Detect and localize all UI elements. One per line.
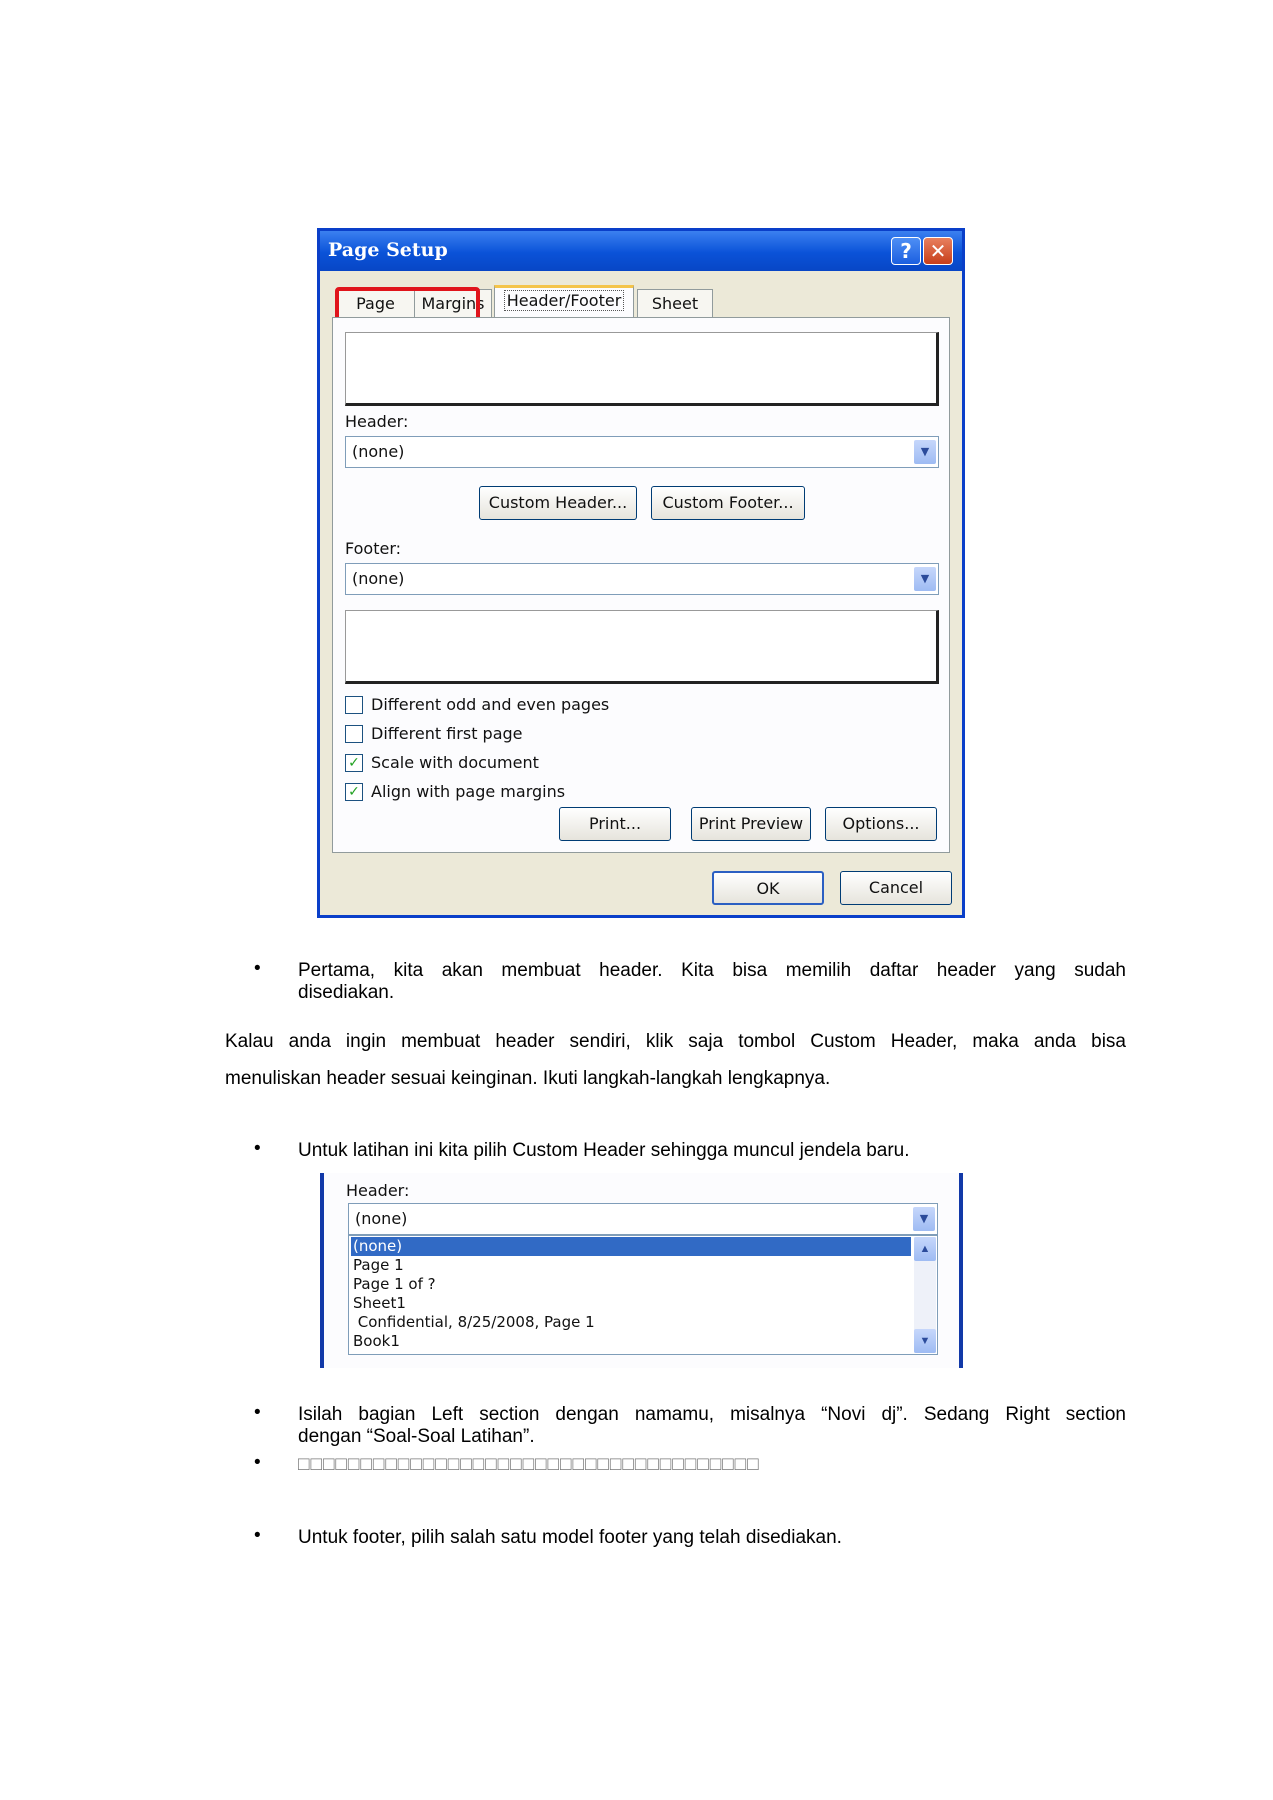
- chevron-up-icon[interactable]: ▲: [914, 1237, 936, 1261]
- bullet-marker: •: [254, 1138, 261, 1159]
- page-setup-dialog: [317, 228, 965, 918]
- paragraph-text: Kalau anda ingin membuat header sendiri, klik saja tombol Custom Header, maka anda bisa: [225, 1031, 1126, 1052]
- tab-page[interactable]: Page: [336, 289, 415, 317]
- bullet-text: Pertama, kita akan membuat header. Kita bisa memilih daftar header yang sudah: [298, 960, 1126, 981]
- list-item[interactable]: Sheet1: [353, 1294, 406, 1312]
- chevron-down-icon[interactable]: ▼: [914, 440, 936, 464]
- options-button[interactable]: Options...: [825, 807, 937, 841]
- custom-footer-button[interactable]: Custom Footer...: [651, 486, 805, 520]
- ok-button[interactable]: OK: [712, 871, 824, 905]
- cancel-button[interactable]: Cancel: [840, 871, 952, 905]
- bullet-text: disediakan.: [298, 982, 395, 1003]
- header-label: Header:: [345, 412, 409, 431]
- close-icon[interactable]: ✕: [923, 237, 953, 265]
- chevron-down-icon[interactable]: ▼: [913, 1207, 935, 1231]
- bullet-text: Untuk latihan ini kita pilih Custom Header sehingga muncul jendela baru.: [298, 1140, 910, 1161]
- list-item[interactable]: Book1: [353, 1332, 400, 1350]
- list-item[interactable]: Page 1 of ?: [353, 1275, 436, 1293]
- header-label: Header:: [346, 1181, 410, 1200]
- chevron-down-icon[interactable]: ▼: [914, 1329, 936, 1353]
- footer-select-value: (none): [352, 569, 405, 588]
- list-item[interactable]: Page 1: [353, 1256, 404, 1274]
- tab-panel: [332, 317, 950, 853]
- footer-preview: [345, 610, 939, 684]
- tab-header-footer-label: Header/Footer: [504, 290, 625, 311]
- checkbox-label: Different first page: [371, 724, 523, 743]
- check-icon[interactable]: ✓: [345, 783, 363, 801]
- tab-margins[interactable]: Margins: [414, 289, 492, 317]
- bullet-text: Untuk footer, pilih salah satu model footer yang telah disediakan.: [298, 1527, 842, 1548]
- paragraph-text: menuliskan header sesuai keinginan. Ikuti langkah-langkah lengkapnya.: [225, 1068, 831, 1089]
- header-select[interactable]: [345, 436, 939, 468]
- tab-header-footer[interactable]: [494, 285, 634, 317]
- header-select[interactable]: [348, 1203, 938, 1235]
- footer-label: Footer:: [345, 539, 402, 558]
- header-dropdown-screenshot: [320, 1173, 963, 1368]
- checkbox-label: Different odd and even pages: [371, 695, 610, 714]
- help-icon[interactable]: ?: [891, 237, 921, 265]
- header-select-value: (none): [352, 442, 405, 461]
- scrollbar[interactable]: [914, 1237, 936, 1353]
- checkbox-label: Align with page margins: [371, 782, 566, 801]
- dialog-title: Page Setup: [328, 239, 448, 261]
- list-item[interactable]: (none): [351, 1237, 911, 1256]
- bullet-marker: •: [254, 1402, 261, 1423]
- checkbox-label: Scale with document: [371, 753, 539, 772]
- print-button[interactable]: Print...: [559, 807, 671, 841]
- checkbox-box[interactable]: [345, 696, 363, 714]
- tab-sheet[interactable]: Sheet: [637, 289, 713, 317]
- bullet-marker: •: [254, 958, 261, 979]
- bullet-marker: •: [254, 1452, 261, 1473]
- chevron-down-icon[interactable]: ▼: [914, 567, 936, 591]
- header-options-list[interactable]: [348, 1235, 938, 1355]
- check-icon[interactable]: ✓: [345, 754, 363, 772]
- title-bar: [320, 231, 962, 271]
- print-preview-button[interactable]: Print Preview: [691, 807, 811, 841]
- header-select-value: (none): [355, 1209, 408, 1228]
- bullet-text: □□□□□□□□□□□□□□□□□□□□□□□□□□□□□□□□□□□□□: [298, 1454, 760, 1475]
- header-preview: [345, 332, 939, 406]
- bullet-text: dengan “Soal-Soal Latihan”.: [298, 1426, 535, 1447]
- bullet-text: Isilah bagian Left section dengan namamu, misalnya “Novi dj”. Sedang Right section: [298, 1404, 1126, 1425]
- footer-select[interactable]: [345, 563, 939, 595]
- list-item[interactable]: Confidential, 8/25/2008, Page 1: [353, 1313, 595, 1331]
- checkbox-box[interactable]: [345, 725, 363, 743]
- bullet-marker: •: [254, 1525, 261, 1546]
- custom-header-button[interactable]: Custom Header...: [479, 486, 637, 520]
